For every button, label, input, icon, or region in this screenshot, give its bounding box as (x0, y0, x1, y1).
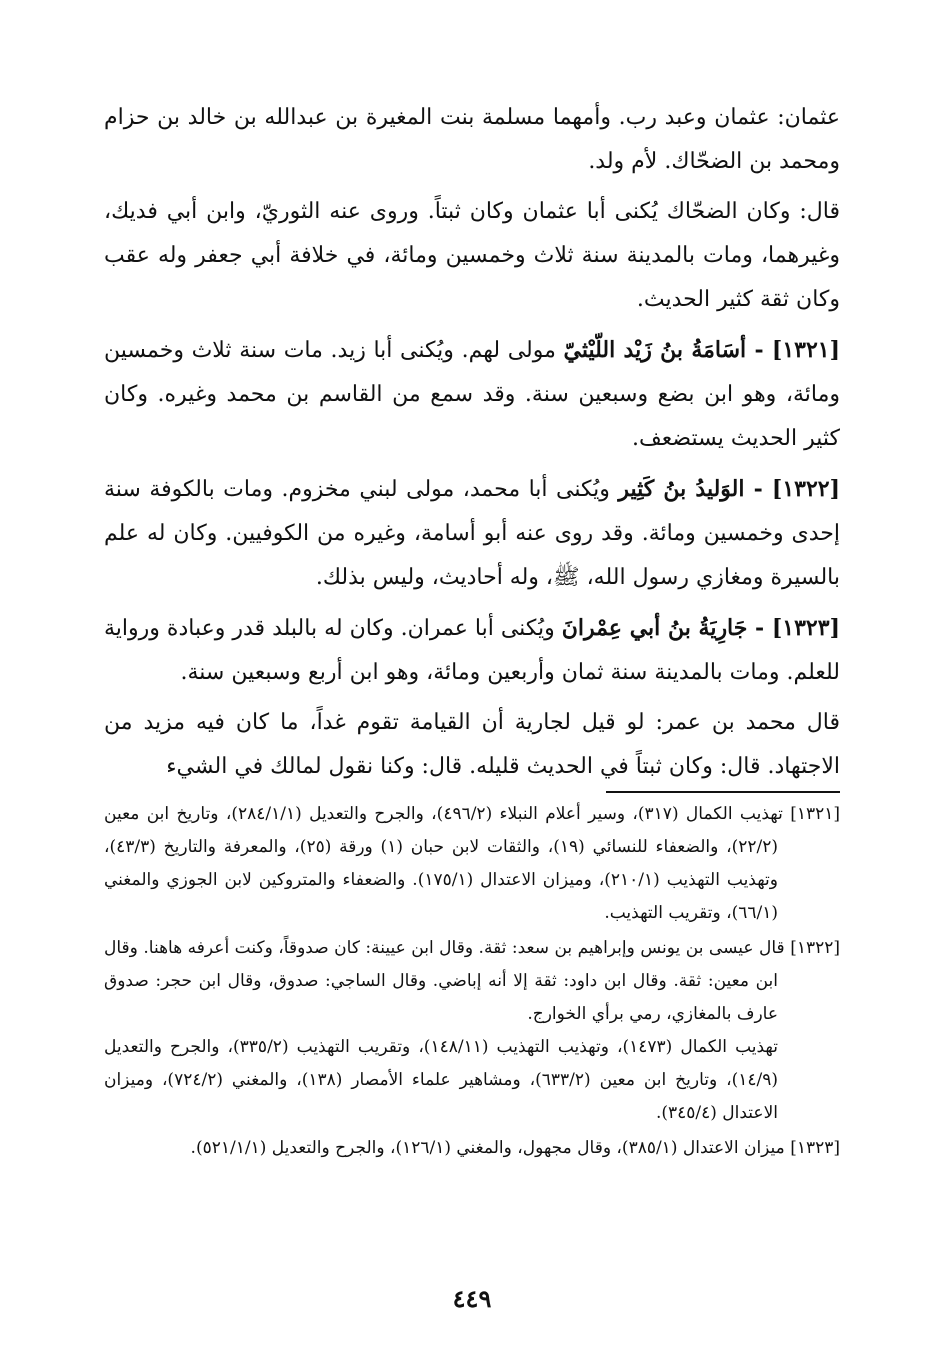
footnote-text: ميزان الاعتدال (٣٨٥/١)، وقال مجهول، والمغني (١٢٦/١)، والجرح والتعديل (٥٢١/١/١). (190, 1138, 785, 1158)
entry-text: مولى لهم. ويُكنى أبا زيد. مات سنة ثلاث وخمسين ومائة، وهو ابن بضع وسبعين سنة. وقد سمع من القاسم بن محمد وغيره. وكان كثير الحديث يستضعف. (104, 338, 840, 451)
footnote-1322 (104, 932, 840, 1130)
paragraph-text: قال: وكان الضحّاك يُكنى أبا عثمان وكان ثبتاً. وروى عنه الثوريّ، وابن أبي فديك، وغيرهما، ومات بالمدينة سنة ثلاث وخمسين ومائة، في خلافة أبي جعفر وله عقب وكان ثقة كثير الحديث. (104, 199, 840, 312)
entry-heading: [١٣٢٢] - الوَليدُ بنُ كَثِير (618, 476, 841, 502)
footnote-divider (606, 791, 840, 793)
footnote-text: قال عيسى بن يونس وإبراهيم بن سعد: ثقة. وقال ابن عيينة: كان صدوقاً، وكنت أعرفه هاهنا. وقال ابن معين: ثقة. وقال ابن داود: ثقة إلا أنه إباضي. وقال الساجي: صدوق، وقال ابن حجر: صدوق عارف بالمغازي، رمي برأي الخوارج. (104, 938, 785, 1024)
entry-1322 (104, 467, 840, 600)
paragraph-text: قال محمد بن عمر: لو قيل لجارية أن القيامة تقوم غداً، ما كان فيه مزيد من الاجتهاد. قال: وكان ثبتاً في الحديث قليله. قال: وكنا نقول لمالك في الشيء (104, 710, 841, 779)
entry-text: ويُكنى أبا محمد، مولى لبني مخزوم. ومات بالكوفة سنة إحدى وخمسين ومائة. وقد روى عنه أبو أسامة، وغيره من الكوفيين. وكان له علم بالسيرة ومغازي رسول الله، ﷺ، وله أحاديث، وليس بذلك. (104, 477, 840, 590)
footnote-1321 (104, 798, 840, 930)
entry-1321 (104, 328, 840, 461)
footnote-text: تهذيب الكمال (٣١٧)، وسير أعلام النبلاء (٤٩٦/٢)، والجرح والتعديل (٢٨٤/١/١)، وتاريخ ابن معين (٢٢/٢)، والضعفاء للنسائي (١٩)، والثقات لابن حبان (١) ورقة (٢٥)، والمعرفة والتاريخ (٤٣/٣)، وتهذيب التهذيب (٢١٠/١)، وميزان الاعتدال (١٧٥/١). والضعفاء والمتروكين لابن الجوزي والمغني (٦٦/١)، وتقريب التهذيب. (104, 804, 783, 923)
paragraph-6 (104, 701, 840, 789)
footnote-1323 (104, 1132, 840, 1165)
main-text (104, 96, 840, 795)
paragraph-text: عثمان: عثمان وعبد رب. وأمهما مسلمة بنت المغيرة بن عبدالله بن خالد بن حزام ومحمد بن الضحّاك. لأم ولد. (104, 105, 840, 174)
paragraph-2 (104, 190, 840, 322)
entry-heading: [١٣٢٣] - جَارِيَةُ بنُ أبي عِمْرانَ (561, 615, 840, 641)
entry-heading: [١٣٢١] - أسَامَةُ بنُ زَيْد اللّيْثيّ (563, 337, 841, 363)
footnote-label: [١٣٢٣] (790, 1138, 840, 1158)
footnotes (104, 798, 840, 1167)
footnote-text: تهذيب الكمال (١٤٧٣)، وتهذيب التهذيب (١٤٨/١١)، وتقريب التهذيب (٣٣٥/٢)، والجرح والتعديل (١٤/٩)، وتاريخ ابن معين (٦٣٣/٢)، ومشاهير علماء الأمصار (١٣٨)، والمغني (٧٢٤/٢)، وميزان الاعتدال (٣٤٥/٤). (104, 1037, 779, 1123)
page-number: ٤٤٩ (452, 1284, 492, 1313)
footnote-label: [١٣٢١] (790, 804, 841, 824)
paragraph-1 (104, 96, 840, 184)
entry-1323 (104, 606, 840, 695)
entry-text: ويُكنى أبا عمران. وكان له بالبلد قدر وعبادة ورواية للعلم. ومات بالمدينة سنة ثمان وأربعين ومائة، وهو ابن أربع وسبعين سنة. (104, 616, 840, 685)
footnote-label: [١٣٢٢] (790, 938, 840, 958)
